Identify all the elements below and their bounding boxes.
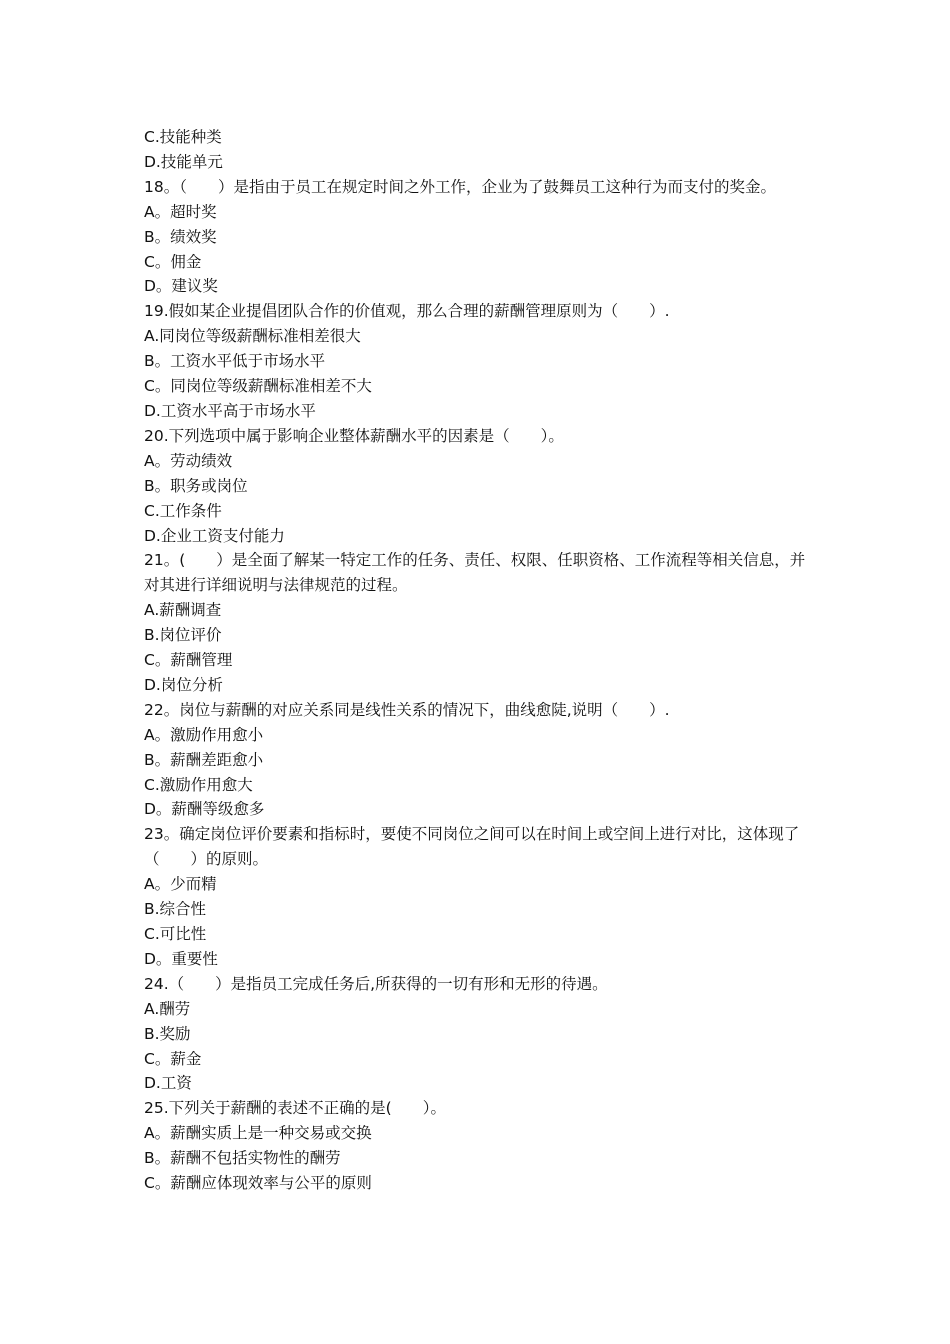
option-c-text: C。同岗位等级薪酬标准相差不大 — [144, 377, 372, 396]
question-23: 23。确定岗位评价要素和指标时，要使不同岗位之间可以在时间上或空间上进行对比，这体现了（ ）的原则。 — [144, 825, 800, 869]
document-body — [144, 125, 814, 1196]
option-b-text: B.奖励 — [144, 1024, 191, 1043]
option-d-text: D.企业工资支付能力 — [144, 526, 285, 545]
option-c-text: C。佣金 — [144, 252, 202, 271]
option-b-text: B。工资水平低于市场水平 — [144, 352, 326, 371]
question-24: 24.（ ）是指员工完成任务后,所获得的一切有形和无形的待遇。 — [144, 974, 608, 993]
option-a-text: A。激励作用愈小 — [144, 725, 264, 744]
option-d-text: D.工资 — [144, 1074, 192, 1093]
option-b-text: B。职务或岗位 — [144, 476, 248, 495]
question-22: 22。岗位与薪酬的对应关系同是线性关系的情况下，曲线愈陡,说明（ ）. — [144, 700, 670, 719]
option-b-text: B.综合性 — [144, 900, 207, 919]
option-c-text: C.工作条件 — [144, 501, 222, 520]
option-b-text: B。薪酬不包括实物性的酬劳 — [144, 1149, 341, 1168]
option-d-text: D。薪酬等级愈多 — [144, 800, 265, 819]
option-d-text: D.工资水平高于市场水平 — [144, 401, 316, 420]
option-a-text: A。超时奖 — [144, 202, 217, 221]
option-a-text: A。劳动绩效 — [144, 451, 233, 470]
option-c-text: C.可比性 — [144, 925, 207, 943]
option-b-text: B。绩效奖 — [144, 227, 217, 246]
option-d-text: D。建议奖 — [144, 277, 218, 296]
option-a-text: A.薪酬调查 — [144, 601, 222, 620]
question-25: 25.下列关于薪酬的表述不正确的是( ）。 — [144, 1099, 446, 1118]
option-d-text: D.技能单元 — [144, 152, 223, 171]
option-c-text: C.激励作用愈大 — [144, 775, 253, 794]
option-c-text: C。薪酬应体现效率与公平的原则 — [144, 1174, 372, 1193]
option-b-text: B.岗位评价 — [144, 626, 222, 645]
question-21: 21。( ）是全面了解某一特定工作的任务、责任、权限、任职资格、工作流程等相关信息，并对其进行详细说明与法律规范的过程。 — [144, 551, 806, 595]
option-a-text: A.酬劳 — [144, 999, 191, 1018]
option-d-text: D.岗位分析 — [144, 675, 223, 694]
question-20: 20.下列选项中属于影响企业整体薪酬水平的因素是（ ）。 — [144, 426, 564, 445]
option-b-text: B。薪酬差距愈小 — [144, 750, 264, 769]
option-a-text: A。少而精 — [144, 875, 217, 894]
question-18: 18。（ ）是指由于员工在规定时间之外工作，企业为了鼓舞员工这种行为而支付的奖金。 — [144, 177, 776, 196]
option-a-text: A.同岗位等级薪酬标准相差很大 — [144, 327, 361, 346]
option-c-text: C.技能种类 — [144, 128, 222, 146]
option-d-text: D。重要性 — [144, 949, 218, 968]
question-19: 19.假如某企业提倡团队合作的价值观，那么合理的薪酬管理原则为（ ）. — [144, 302, 670, 321]
option-a-text: A。薪酬实质上是一种交易或交换 — [144, 1124, 372, 1143]
option-c-text: C。薪金 — [144, 1049, 202, 1068]
option-c-text: C。薪酬管理 — [144, 651, 233, 670]
